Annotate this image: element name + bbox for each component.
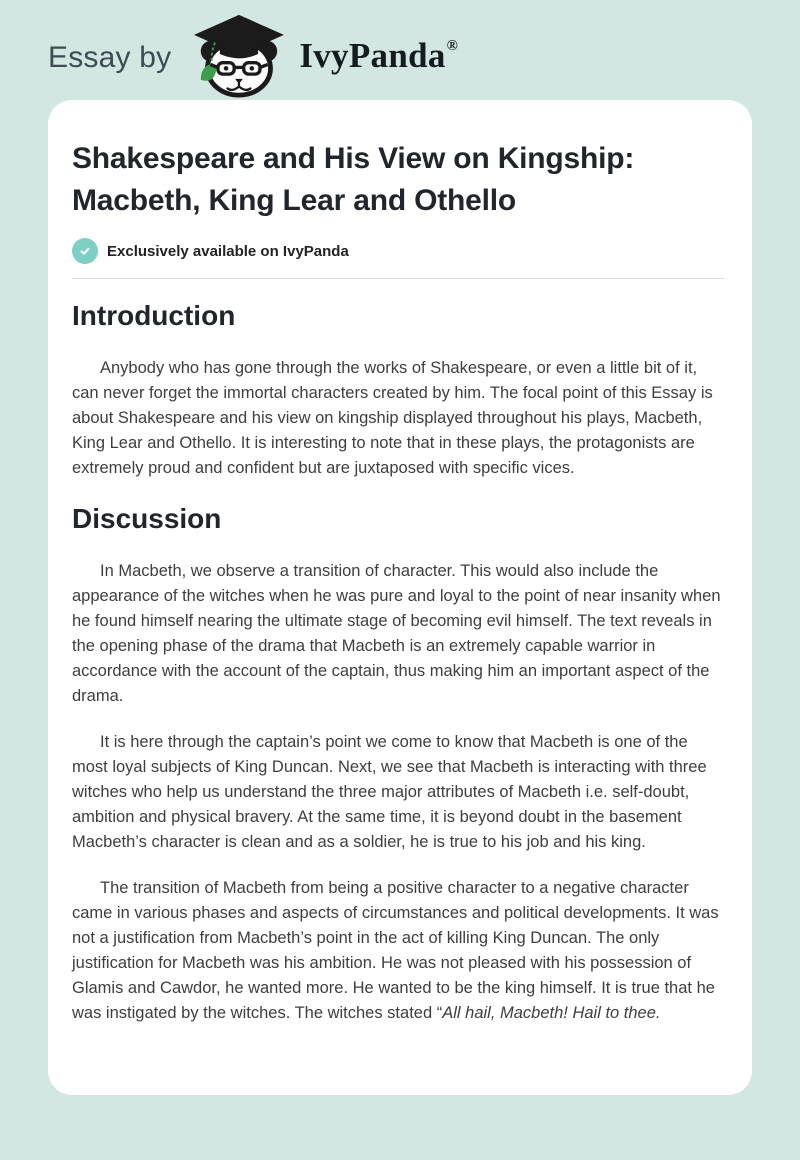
divider	[72, 278, 724, 279]
paragraph-text: The transition of Macbeth from being a positive character to a negative character came in various phases and aspects of circumstances and political developments. It was not a justification from Macbeth’s point in the act of killing King Duncan. The only justification for Macbeth was his ambition. He was not pleased with his possession of Glamis and Cawdor, he wanted more. He wanted to be the king himself. It is true that he was instigated by the witches. The witches stated “	[72, 879, 719, 1022]
checkmark-icon	[72, 238, 98, 264]
availability-badge	[72, 238, 724, 264]
essay-card	[48, 100, 752, 1095]
italic-quote: All hail, Macbeth! Hail to thee.	[442, 1004, 661, 1022]
essay-title: Shakespeare and His View on Kingship: Macbeth, King Lear and Othello	[72, 142, 635, 217]
section-heading-discussion: Discussion	[72, 503, 222, 534]
panda-graduate-icon	[185, 12, 291, 98]
availability-badge-label: Exclusively available on IvyPanda	[107, 242, 349, 260]
brand-text: IvyPanda	[299, 36, 446, 75]
essay-paragraph	[72, 356, 724, 481]
header	[0, 0, 800, 100]
essay-paragraph	[72, 730, 724, 855]
brand-name	[299, 36, 457, 76]
essay-paragraph	[72, 876, 724, 1026]
paragraph-text: In Macbeth, we observe a transition of character. This would also include the appearance of the witches when he was pure and loyal to the point of near insanity when he found himself nearing the ultimate stage of becoming evil himself. The text reveals in the opening phase of the drama that Macbeth is an extremely capable warrior in accordance with the account of the captain, thus making him an important aspect of the drama.	[72, 562, 721, 705]
essay-paragraph	[72, 559, 724, 709]
registered-mark: ®	[446, 38, 459, 54]
paragraph-text: It is here through the captain’s point we come to know that Macbeth is one of the most loyal subjects of King Duncan. Next, we see that Macbeth is interacting with three witches who help us understand the three major attributes of Macbeth i.e. self-doubt, ambition and physical bravery. At the same time, it is beyond doubt in the basement Macbeth’s character is clean and as a soldier, he is true to his job and his king.	[72, 733, 707, 851]
paragraph-text: Anybody who has gone through the works of Shakespeare, or even a little bit of it, can never forget the immortal characters created by him. The focal point of this Essay is about Shakespeare and his view on kingship displayed throughout his plays, Macbeth, King Lear and Othello. It is interesting to note that in these plays, the protagonists are extremely proud and confident but are juxtaposed with specific vices.	[72, 359, 713, 477]
section-heading-introduction: Introduction	[72, 300, 236, 331]
header-prefix: Essay by	[48, 41, 172, 74]
